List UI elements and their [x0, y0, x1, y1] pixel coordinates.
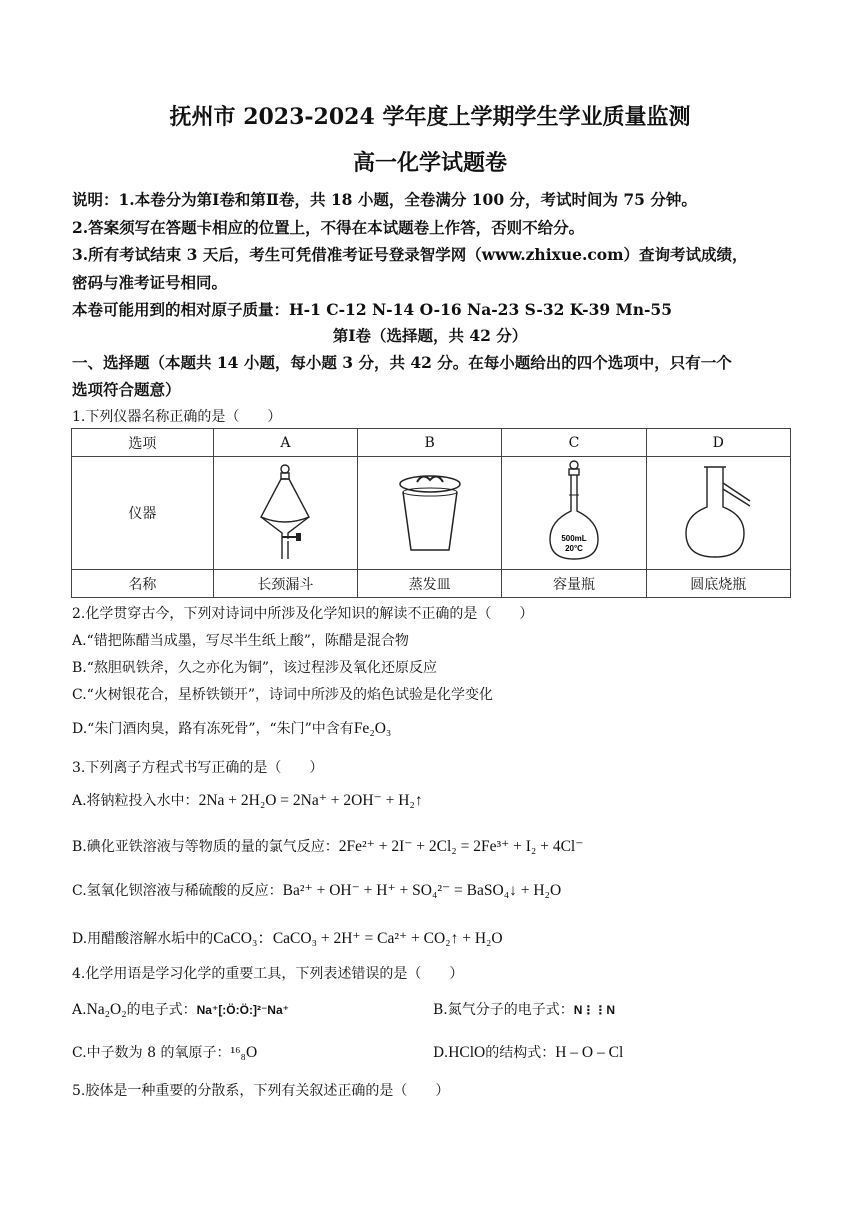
option-c-letter: C — [502, 429, 646, 457]
q2-option-d — [72, 718, 391, 738]
q3-option-c-equation: Ba²⁺ + OH⁻ + H⁺ + SO₄²⁻ = BaSO₄↓ + H₂O — [282, 882, 562, 899]
q3-stem: 3.下列离子方程式书写正确的是（ ） — [72, 760, 324, 776]
q4-option-c — [72, 1042, 257, 1062]
q4-option-d-text: D. — [433, 1045, 449, 1061]
q4-option-d — [433, 1042, 623, 1062]
note-3a: 3.所有考试结束 3 天后，考生可凭借准考证号登录智学网（www.zhixue.com）查询考试成绩， — [72, 245, 748, 264]
distilling-flask-icon — [678, 461, 758, 561]
q2-option-d-text: D.“朱门酒肉臭，路有冻死骨”，“朱门”中含有 — [72, 721, 354, 737]
q3-option-d-caco3: CaCO₃： — [213, 930, 273, 947]
q4-option-d-structure: H – O – Cl — [555, 1044, 624, 1061]
q4-option-c-formula: ¹⁶₈O — [230, 1044, 258, 1061]
note-2: 2.答案须写在答题卡相应的位置上，不得在本试题卷上作答，否则不给分。 — [72, 218, 585, 237]
q3-option-b-text: B.碘化亚铁溶液与等物质的量的氯气反应： — [72, 839, 339, 855]
option-d-name: 圆底烧瓶 — [646, 570, 790, 598]
q4-option-b-text: B.氮气分子的电子式： — [433, 1002, 574, 1018]
q3-option-c-text: C.氢氧化钡溶液与稀硫酸的反应： — [72, 883, 283, 899]
option-d-letter: D — [646, 429, 790, 457]
q4-option-a-formula: Na₂O₂ — [86, 1001, 127, 1018]
section-intro-a: 一、选择题（本题共 14 小题，每小题 3 分，共 42 分。在每小题给出的四个选项中，只有一个 — [72, 353, 732, 372]
col-header-label: 选项 — [72, 429, 214, 457]
separatory-funnel-icon — [255, 461, 315, 561]
row-name-label: 名称 — [72, 570, 214, 598]
option-b-image — [358, 457, 502, 570]
option-b-name: 蒸发皿 — [358, 570, 502, 598]
q1-stem: 1.下列仪器名称正确的是（ ） — [72, 409, 282, 425]
q3-option-c — [72, 880, 561, 900]
q1-options-table — [71, 428, 791, 598]
exam-title: 抚州市 2023-2024 学年度上学期学生学业质量监测 — [169, 104, 691, 130]
q3-option-d-equation: CaCO₃ + 2H⁺ = Ca²⁺ + CO₂↑ + H₂O — [272, 930, 503, 947]
option-a-name: 长颈漏斗 — [213, 570, 357, 598]
note-3b: 密码与准考证号相同。 — [72, 273, 228, 292]
option-c-name: 容量瓶 — [502, 570, 646, 598]
option-d-image — [646, 457, 790, 570]
q5-stem: 5.胶体是一种重要的分散系，下列有关叙述正确的是（ ） — [72, 1083, 450, 1099]
q4-option-b-lewis: N⋮⋮N — [573, 1003, 616, 1017]
q4-option-c-text: C.中子数为 8 的氧原子： — [72, 1045, 231, 1061]
option-a-letter: A — [213, 429, 357, 457]
q4-option-a-text: A. — [72, 1002, 87, 1018]
q4-stem: 4.化学用语是学习化学的重要工具，下列表述错误的是（ ） — [72, 966, 464, 982]
q4-option-a-tail: 的电子式： — [126, 1002, 197, 1018]
q3-option-a — [72, 790, 423, 810]
q2-option-a: A.“错把陈醋当成墨，写尽半生纸上酸”，陈醋是混合物 — [72, 633, 409, 649]
option-c-image — [502, 457, 646, 570]
q4-option-d-tail: 的结构式： — [485, 1045, 556, 1061]
flask-volume-label: 500mL — [561, 534, 587, 543]
option-b-letter: B — [358, 429, 502, 457]
atomic-mass-note: 本卷可能用到的相对原子质量：H-1 C-12 N-14 O-16 Na-23 S-32 K-39 Mn-55 — [72, 300, 672, 319]
q4-option-a — [72, 999, 289, 1019]
q4-option-b — [433, 999, 615, 1019]
q4-option-d-formula: HClO — [448, 1044, 486, 1061]
q3-option-d — [72, 926, 503, 948]
note-1: 说明：1.本卷分为第Ⅰ卷和第Ⅱ卷，共 18 小题，全卷满分 100 分，考试时间为 75 分钟。 — [72, 190, 697, 209]
flask-temp-label: 20°C — [565, 544, 583, 553]
section-heading: 第Ⅰ卷（选择题，共 42 分） — [332, 326, 528, 345]
crucible-icon — [395, 466, 465, 556]
q3-option-a-text: A.将钠粒投入水中： — [72, 793, 199, 809]
option-a-image — [213, 457, 357, 570]
row-instrument-label: 仪器 — [72, 457, 214, 570]
q3-option-a-equation: 2Na + 2H₂O = 2Na⁺ + 2OH⁻ + H₂↑ — [198, 792, 423, 809]
q2-option-b: B.“熬胆矾铁斧，久之亦化为铜”，该过程涉及氧化还原反应 — [72, 660, 438, 676]
volumetric-flask-icon — [544, 459, 604, 563]
q2-option-d-formula: Fe₂O₃ — [353, 720, 392, 737]
q2-stem: 2.化学贯穿古今，下列对诗词中所涉及化学知识的解读不正确的是（ ） — [72, 606, 534, 622]
section-intro-b: 选项符合题意） — [72, 380, 181, 399]
q3-option-b — [72, 836, 583, 856]
q3-option-b-equation: 2Fe²⁺ + 2I⁻ + 2Cl₂ = 2Fe³⁺ + I₂ + 4Cl⁻ — [338, 838, 584, 855]
q4-option-a-lewis: Na⁺[:Ö:Ö:]²⁻Na⁺ — [196, 1003, 289, 1017]
exam-subtitle: 高一化学试题卷 — [352, 150, 507, 176]
q2-option-c: C.“火树银花合，星桥铁锁开”，诗词中所涉及的焰色试验是化学变化 — [72, 687, 493, 703]
q3-option-d-text: D.用醋酸溶解水垢中的 — [72, 931, 214, 947]
